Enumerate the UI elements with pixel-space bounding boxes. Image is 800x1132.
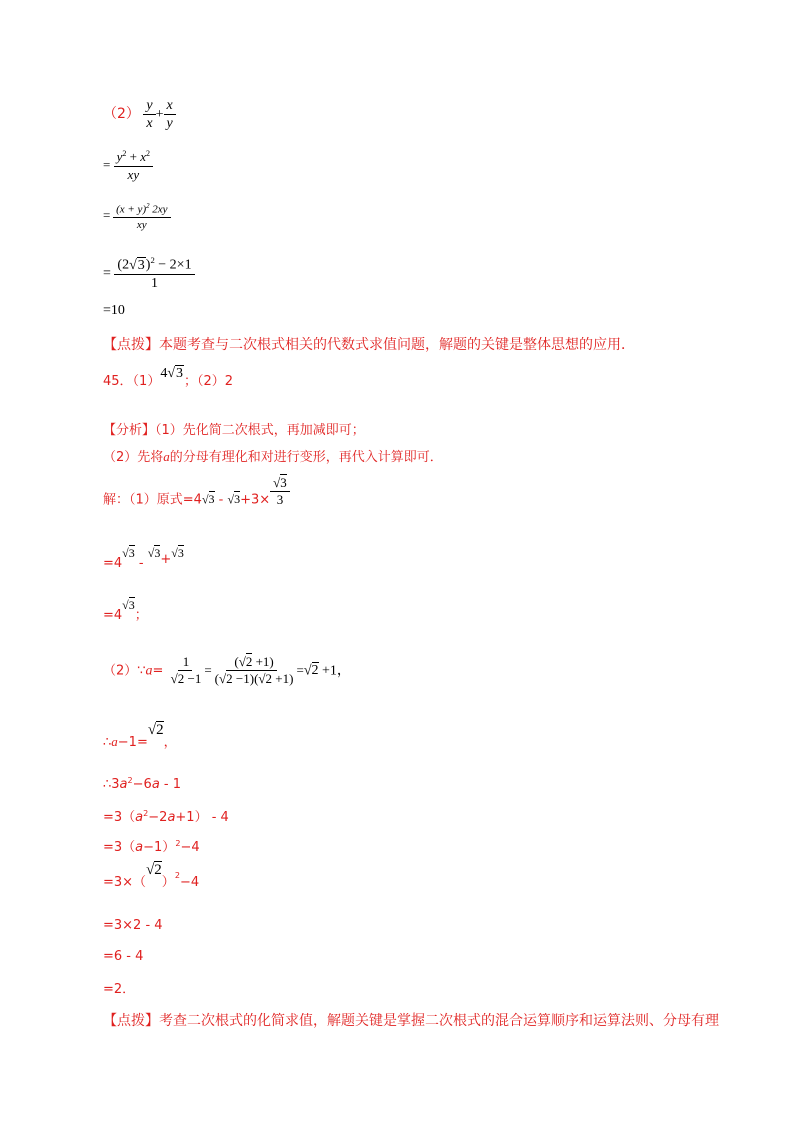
sqrt-3: √3 [227,492,241,507]
analysis-line-1: 【分析】（1）先化简二次根式，再加减即可； [103,423,365,438]
solution-1-line-1: 解：（1）原式=4√3 - √3+3× $\frac{√3}{3}$ [103,476,290,508]
sqrt-3: √3 [201,492,215,507]
solution-2-line-1: （2）∵a= $\frac{1}{√2 -1}$ = $\frac{(√2 +1)}{(√2 -1)(√2 +1)}$ =√2 +1， [103,654,351,687]
sqrt-3: √3 [147,546,161,560]
fraction-sum-of-squares: $\frac{y^2 + x^2}{xy}$ [114,150,153,182]
step-7: =2． [103,982,136,997]
step-1: $\therefore 3a^2-6a - 1$ [103,776,182,793]
fraction-rationalized: $\frac{(√2 +1)}{(√2 -1)(√2 +1)}$ [214,654,294,687]
step-4: $=3\times(√2)_2-4$ [103,862,200,890]
fraction-a-definition: $\frac{1}{√2 -1}$ [170,654,202,687]
step-3: $=3(a-1)^2-4$ [103,838,200,855]
part2-line3: = $\frac{(x + y)^2 2xy}{xy}$ [103,203,171,231]
fraction-x-over-y: $\frac{x}{y}$ [164,98,176,132]
sqrt-3: √3 [122,598,135,612]
solution-1-line-2: =4√3 - √3+√3 [103,546,184,571]
fraction-numeric: $\frac{(2√3)^2 - 2\times 1}{1}$ [114,256,194,291]
sqrt-3: √3 [167,366,184,381]
sqrt-2: √2 [146,862,162,878]
part2-line2: = $\frac{y^2 + x^2}{xy}$ [103,150,153,182]
part2-line4: = $\frac{(2√3)^2 - 2\times 1}{1}$ [103,256,195,291]
question-45-answer: 45．（1）4√3；（2）2 [103,366,234,389]
note-tip-2: 【点拨】考查二次根式的化简求值，解题关键是掌握二次根式的混合运算顺序和运算法则、分母有理 [103,1013,719,1029]
fraction-y-over-x: $\frac{y}{x}$ [143,98,155,132]
note-tip-1: 【点拨】本题考查与二次根式相关的代数式求值问题，解题的关键是整体思想的应用． [103,337,635,353]
step-6: =6 - 4 [103,949,144,964]
step-2: $=3(a^2-2a+1) - 4$ [103,808,229,825]
sqrt-3: √3 [122,546,135,560]
solution-1-line-3: =4√3； [103,598,148,623]
step-5: =3×2 - 4 [103,918,163,933]
part2-line1: （2） $\frac{y}{x}$ + $\frac{x}{y}$ [103,98,176,132]
part2-label: （2） [103,106,140,123]
sqrt-2: √2 [147,722,164,738]
sqrt-3: √3 [129,257,145,273]
fraction-sqrt3-over-3: $\frac{√3}{3}$ [270,476,290,508]
fraction-square-expansion: $\frac{(x + y)^2 2xy}{xy}$ [113,203,170,231]
analysis-line-2: （2）先将a的分母有理化和对进行变形，再代入计算即可． [103,449,443,465]
sqrt-3: √3 [171,546,184,560]
therefore-line: ∴a−1=√2， [103,722,177,750]
part2-line5: =10 [103,303,125,318]
